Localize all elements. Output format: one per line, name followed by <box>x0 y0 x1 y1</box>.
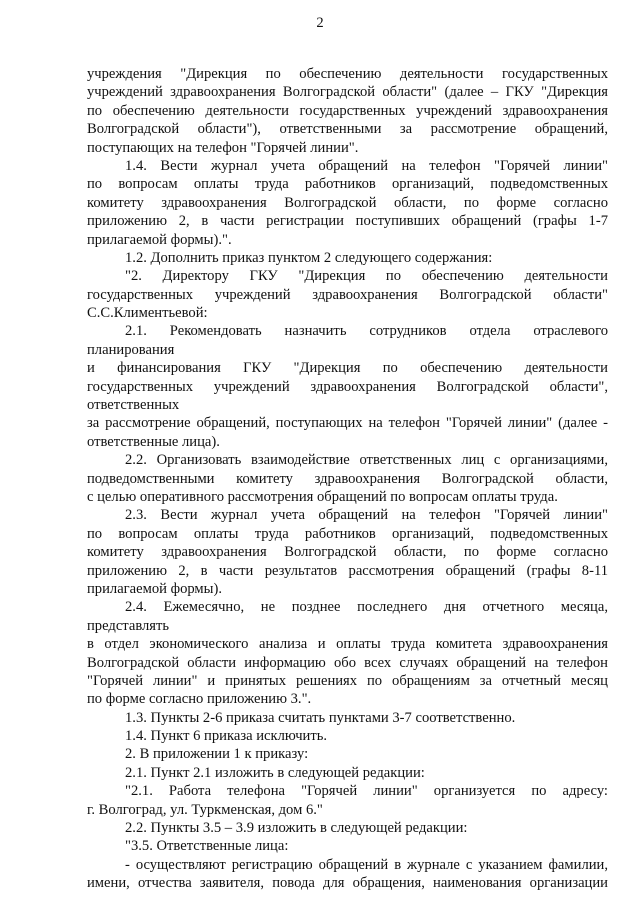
text-line: государственных учреждений здравоохранения Волгоградской области", <box>87 378 608 395</box>
text-line: поступающих на телефон "Горячей линии". <box>87 139 359 156</box>
text-line: 2.1. Рекомендовать назначить сотрудников отдела отраслевого <box>125 323 608 340</box>
text-line: приложению 2, в части регистрации поступивших обращений (графы 1-7 <box>87 213 608 230</box>
document-body <box>87 65 608 893</box>
text-line: 1.4. Вести журнал учета обращений на телефон "Горячей линии" <box>125 157 608 174</box>
text-line: - осуществляют регистрацию обращений в журнале с указанием фамилии, <box>125 856 608 873</box>
text-line: 2.1. Пункт 2.1 изложить в следующей редакции: <box>125 764 425 781</box>
text-line: 2.2. Пункты 3.5 – 3.9 изложить в следующей редакции: <box>125 820 468 837</box>
text-line: с целью оперативного рассмотрения обращений по вопросам оплаты труда. <box>87 488 558 505</box>
text-line: 2.3. Вести журнал учета обращений на телефон "Горячей линии" <box>125 507 608 524</box>
page-number: 2 <box>316 15 324 31</box>
text-line: по обеспечению деятельности государственных учреждений здравоохранения <box>87 102 608 119</box>
text-line: "Горячей линии" и принятых решениях по обращениям за отчетный месяц <box>87 672 608 689</box>
text-line: 1.4. Пункт 6 приказа исключить. <box>125 728 328 745</box>
text-line: ответственные лица). <box>87 433 220 450</box>
text-line: приложению 2, в части результатов рассмотрения обращений (графы 8-11 <box>87 562 608 579</box>
text-line: 1.3. Пункты 2-6 приказа считать пунктами 3-7 соответственно. <box>125 709 516 726</box>
text-line: комитету здравоохранения Волгоградской области, по форме согласно <box>87 194 608 211</box>
text-line: ответственных <box>87 397 180 414</box>
text-line: по вопросам оплаты труда работников организаций, подведомственных <box>87 525 608 542</box>
text-line: в отдел экономического анализа и оплаты труда комитета здравоохранения <box>87 636 608 653</box>
text-line: представлять <box>87 617 170 634</box>
text-line: "2. Директору ГКУ "Дирекция по обеспечению деятельности <box>125 268 608 285</box>
text-line: прилагаемой формы). <box>87 580 222 597</box>
text-line: "3.5. Ответственные лица: <box>125 838 289 855</box>
text-line: Волгоградской области информацию обо всех случаях обращений на телефон <box>87 654 608 671</box>
text-line: за рассмотрение обращений, поступающих на телефон "Горячей линии" (далее - <box>87 415 608 432</box>
text-line: государственных учреждений здравоохранения Волгоградской области" <box>87 286 608 303</box>
text-line: по форме согласно приложению 3.". <box>87 691 312 708</box>
text-line: учреждения "Дирекция по обеспечению деятельности государственных <box>87 66 608 82</box>
text-line: прилагаемой формы).". <box>87 231 232 248</box>
text-line: учреждений здравоохранения Волгоградской области" (далее – ГКУ "Дирекция <box>87 84 608 101</box>
text-line: 2. В приложении 1 к приказу: <box>125 746 309 763</box>
text-line: 1.2. Дополнить приказ пунктом 2 следующего содержания: <box>125 249 493 266</box>
text-line: С.С.Климентьевой: <box>87 305 208 322</box>
text-line: 2.2. Организовать взаимодействие ответственных лиц с организациями, <box>125 452 608 469</box>
text-line: по вопросам оплаты труда работников организаций, подведомственных <box>87 176 608 193</box>
text-line: комитету здравоохранения Волгоградской области, по форме согласно <box>87 544 608 561</box>
text-line: Волгоградской области"), ответственными за рассмотрение обращений, <box>87 121 608 138</box>
text-line: подведомственными комитету здравоохранения Волгоградской области, <box>87 470 608 487</box>
text-line: и финансирования ГКУ "Дирекция по обеспечению деятельности <box>87 360 608 377</box>
text-line: планирования <box>87 341 175 358</box>
text-line: "2.1. Работа телефона "Горячей линии" организуется по адресу: <box>125 783 608 800</box>
text-line: г. Волгоград, ул. Туркменская, дом 6." <box>87 801 323 818</box>
text-line: имени, отчества заявителя, повода для обращения, наименования организации <box>87 875 608 892</box>
text-line: 2.4. Ежемесячно, не позднее последнего дня отчетного месяца, <box>125 599 608 616</box>
